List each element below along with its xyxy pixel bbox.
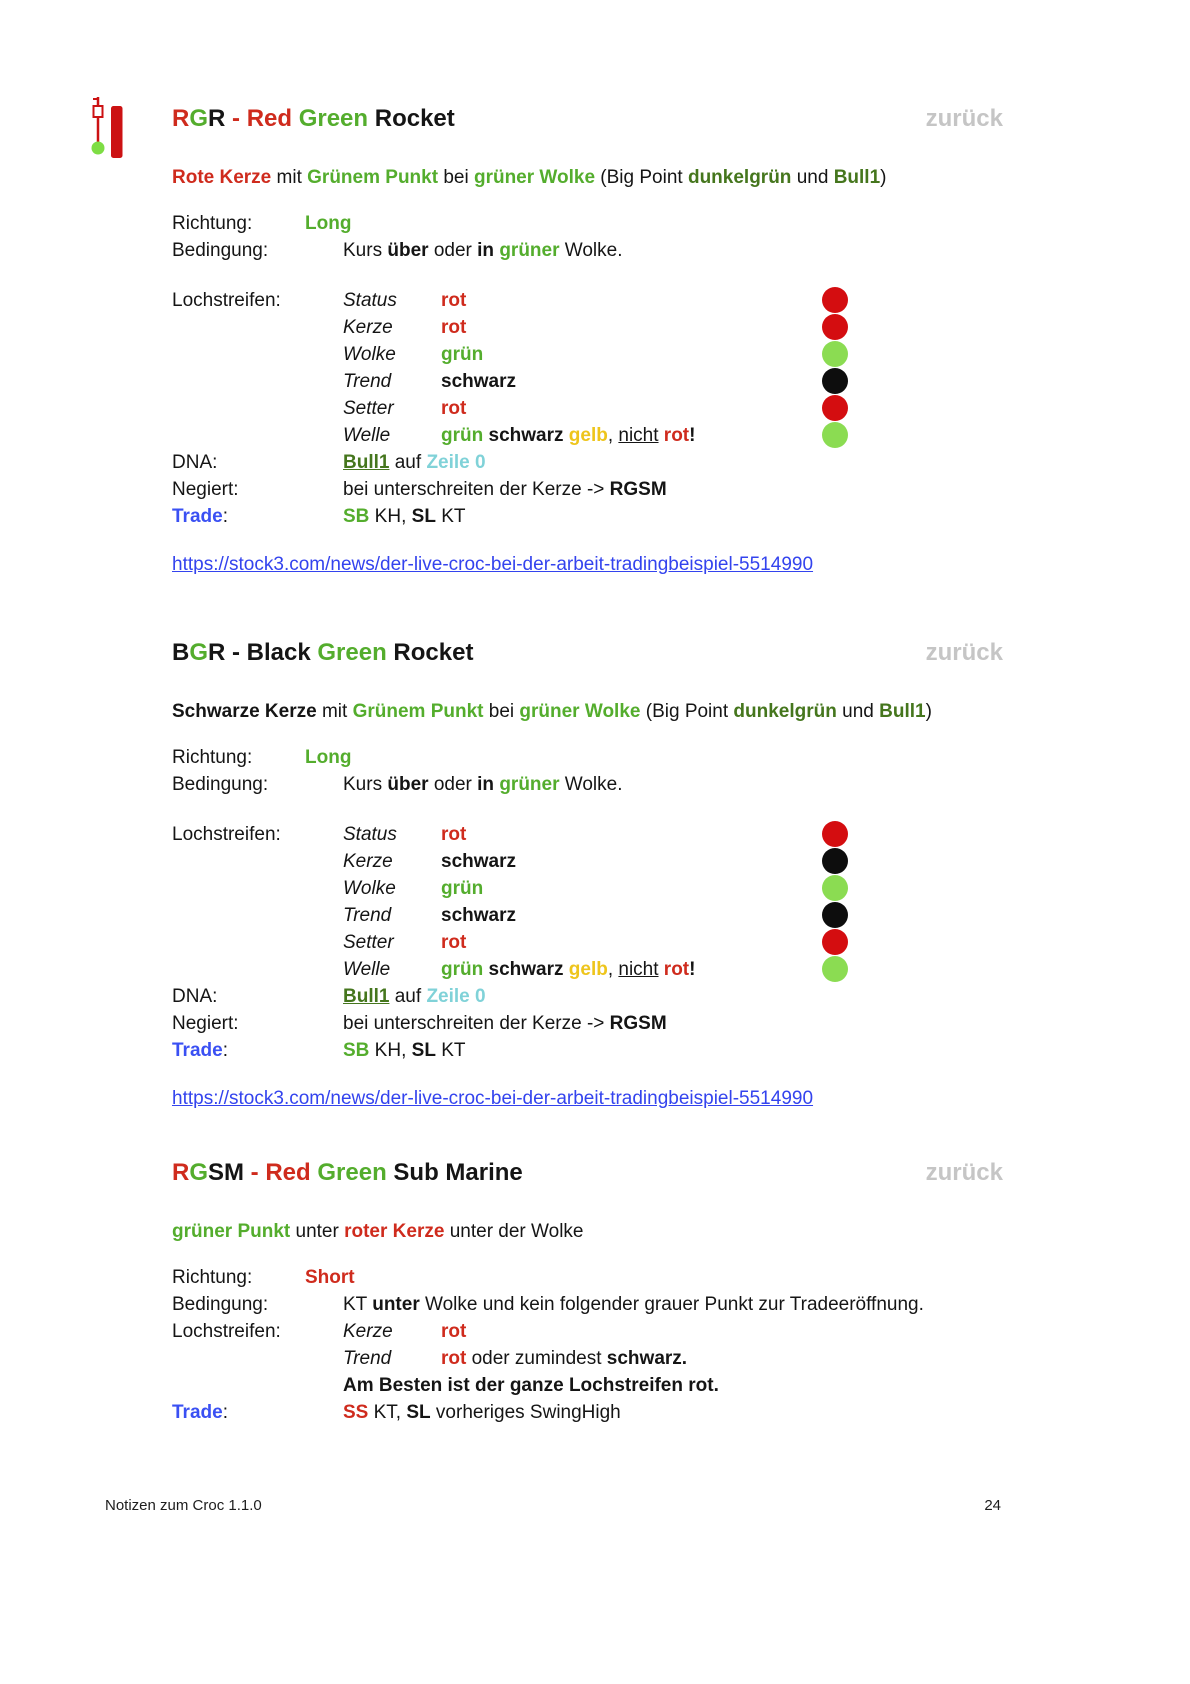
rgsm-rows bbox=[172, 1264, 1003, 1426]
loch-value: grün bbox=[441, 878, 484, 899]
text-part: SB bbox=[343, 1040, 370, 1061]
title-part: - Red bbox=[225, 105, 299, 132]
text-part: und bbox=[836, 701, 880, 722]
status-dot-red bbox=[822, 821, 848, 847]
loch-key: Kerze bbox=[343, 317, 393, 338]
lochstreifen-block bbox=[172, 287, 1003, 530]
lochstreifen-block bbox=[172, 821, 1003, 1064]
loch-key: Wolke bbox=[343, 878, 396, 899]
text-part: auf bbox=[389, 452, 427, 473]
richtung-label: Richtung: bbox=[172, 213, 253, 234]
description bbox=[172, 1218, 1003, 1245]
title-part: G bbox=[189, 105, 209, 132]
title-part: R bbox=[172, 1159, 190, 1186]
section-heading bbox=[172, 638, 1003, 668]
loch-key: Trend bbox=[343, 371, 392, 392]
loch-row-status bbox=[172, 821, 1003, 848]
loch-row-welle bbox=[172, 956, 1003, 983]
trade-value bbox=[343, 1399, 1003, 1426]
loch-value: rot bbox=[441, 290, 467, 311]
setter-dot-red bbox=[822, 395, 848, 421]
loch-row-status bbox=[172, 287, 1003, 314]
text-part: Trade bbox=[172, 506, 223, 527]
loch-value: rot bbox=[441, 824, 467, 845]
text-part: KT bbox=[435, 1040, 466, 1061]
richtung-row bbox=[172, 744, 1003, 771]
text-part: nicht bbox=[618, 959, 659, 980]
text-part: Bull1 bbox=[833, 167, 881, 188]
page-title-rgsm bbox=[172, 1158, 523, 1188]
text-part: Wolke und kein folgender grauer Punkt zur Tradeeröffnung. bbox=[419, 1294, 924, 1315]
text-part: dunkelgrün bbox=[733, 701, 837, 722]
negiert-value bbox=[343, 476, 1003, 503]
bedingung-value bbox=[343, 771, 1003, 798]
text-part: bei unterschreiten der Kerze -> bbox=[343, 1013, 610, 1034]
text-part: Kurs bbox=[343, 240, 388, 261]
stock3-article-link[interactable]: https://stock3.com/news/der-live-croc-bei-der-arbeit-tradingbeispiel-5514990 bbox=[172, 554, 814, 575]
text-part: , bbox=[607, 959, 619, 980]
title-part: Green bbox=[298, 105, 369, 132]
text-part: Trade bbox=[172, 1040, 223, 1061]
text-part: RGSM bbox=[609, 479, 667, 500]
text-part: Bull1 bbox=[343, 986, 390, 1007]
dna-value bbox=[343, 983, 1003, 1010]
back-link[interactable]: zurück bbox=[925, 105, 1003, 132]
description bbox=[172, 698, 1003, 725]
title-part: Sub Marine bbox=[386, 1159, 523, 1186]
page-number: 24 bbox=[984, 1497, 1001, 1514]
text-part: : bbox=[222, 1040, 228, 1061]
text-part: Trade bbox=[172, 1402, 223, 1423]
text-part: KT bbox=[435, 506, 466, 527]
welle-dot-green bbox=[822, 422, 848, 448]
document-content bbox=[172, 104, 1003, 1426]
negiert-row bbox=[172, 476, 1003, 503]
text-part: Wolke. bbox=[559, 774, 623, 795]
richtung-label: Richtung: bbox=[172, 747, 253, 768]
loch-value: schwarz bbox=[441, 905, 516, 926]
section-rgsm bbox=[172, 1158, 1003, 1426]
loch-key: Wolke bbox=[343, 344, 396, 365]
section-bgr bbox=[172, 638, 1003, 1112]
text-part: ! bbox=[689, 959, 696, 980]
loch-row-trend bbox=[172, 1345, 1003, 1372]
kerze-dot-red bbox=[822, 314, 848, 340]
link-row bbox=[172, 1085, 1003, 1112]
text-part: in bbox=[477, 774, 500, 795]
loch-value: rot bbox=[441, 1321, 467, 1342]
text-part: KT, bbox=[368, 1402, 407, 1423]
loch-key: Status bbox=[343, 290, 397, 311]
loch-key: Setter bbox=[343, 398, 394, 419]
text-part: schwarz bbox=[483, 425, 569, 446]
lochstreifen-label: Lochstreifen: bbox=[172, 1321, 281, 1342]
text-part: SB bbox=[343, 506, 370, 527]
negiert-label: Negiert: bbox=[172, 1013, 239, 1034]
title-part: Rocket bbox=[386, 639, 474, 666]
text-part: rot bbox=[658, 425, 690, 446]
title-part: SM bbox=[208, 1159, 245, 1186]
back-link[interactable]: zurück bbox=[925, 1159, 1003, 1186]
text-part: grün bbox=[441, 959, 484, 980]
loch-key: Trend bbox=[343, 905, 392, 926]
text-part: roter Kerze bbox=[344, 1221, 445, 1242]
loch-key: Trend bbox=[343, 1348, 392, 1369]
loch-value bbox=[441, 1345, 1003, 1372]
text-part: oder bbox=[428, 774, 478, 795]
text-part: Kurs bbox=[343, 774, 388, 795]
loch-value: grün bbox=[441, 344, 484, 365]
text-part: rot bbox=[658, 959, 690, 980]
loch-extra-note: Am Besten ist der ganze Lochstreifen rot. bbox=[343, 1375, 719, 1396]
loch-row-trend bbox=[172, 368, 1003, 395]
loch-row-wolke bbox=[172, 875, 1003, 902]
text-part: unter bbox=[372, 1294, 420, 1315]
text-part: (Big Point bbox=[595, 167, 688, 188]
text-part: Zeile 0 bbox=[426, 452, 486, 473]
richtung-row bbox=[172, 1264, 1003, 1291]
text-part: oder bbox=[428, 240, 478, 261]
dna-value bbox=[343, 449, 1003, 476]
text-part: ! bbox=[689, 425, 696, 446]
setter-dot-red bbox=[822, 929, 848, 955]
negiert-value bbox=[343, 1010, 1003, 1037]
text-part: über bbox=[387, 774, 429, 795]
negiert-row bbox=[172, 1010, 1003, 1037]
text-part: Grünem Punkt bbox=[352, 701, 484, 722]
page-footer bbox=[105, 1497, 1001, 1514]
bedingung-row bbox=[172, 1291, 1003, 1318]
loch-value: schwarz bbox=[441, 851, 516, 872]
text-part: rot bbox=[441, 1348, 467, 1369]
trade-label bbox=[172, 503, 343, 530]
dna-label: DNA: bbox=[172, 452, 218, 473]
richtung-value: Long bbox=[305, 213, 352, 234]
title-part: R bbox=[172, 105, 190, 132]
loch-row-welle bbox=[172, 422, 1003, 449]
loch-key: Kerze bbox=[343, 1321, 393, 1342]
loch-row-setter bbox=[172, 395, 1003, 422]
text-part: , bbox=[607, 425, 619, 446]
bedingung-label: Bedingung: bbox=[172, 774, 269, 795]
text-part: unter der Wolke bbox=[444, 1221, 584, 1242]
loch-key: Kerze bbox=[343, 851, 393, 872]
text-part: mit bbox=[271, 167, 308, 188]
trade-row bbox=[172, 1037, 1003, 1064]
text-part: unter bbox=[290, 1221, 345, 1242]
text-part: schwarz. bbox=[606, 1348, 688, 1369]
loch-row-setter bbox=[172, 929, 1003, 956]
text-part: Bull1 bbox=[343, 452, 390, 473]
bedingung-value bbox=[343, 237, 1003, 264]
title-part: R bbox=[208, 105, 226, 132]
dna-label: DNA: bbox=[172, 986, 218, 1007]
loch-key: Status bbox=[343, 824, 397, 845]
text-part: bei unterschreiten der Kerze -> bbox=[343, 479, 610, 500]
bedingung-label: Bedingung: bbox=[172, 240, 269, 261]
text-part: grüner Wolke bbox=[519, 701, 641, 722]
loch-row-kerze bbox=[172, 314, 1003, 341]
trade-label bbox=[172, 1037, 343, 1064]
text-part: SL bbox=[411, 506, 436, 527]
loch-value bbox=[441, 956, 1003, 983]
trade-row bbox=[172, 1399, 1003, 1426]
direction-condition-block bbox=[172, 744, 1003, 798]
text-part: vorheriges SwingHigh bbox=[430, 1402, 621, 1423]
text-part: gelb bbox=[568, 425, 608, 446]
text-part: : bbox=[222, 506, 228, 527]
text-part: Rote Kerze bbox=[172, 167, 272, 188]
lochstreifen-label: Lochstreifen: bbox=[172, 290, 281, 311]
title-part: - Red bbox=[244, 1159, 318, 1186]
trade-label bbox=[172, 1399, 343, 1426]
richtung-row bbox=[172, 210, 1003, 237]
negiert-label: Negiert: bbox=[172, 479, 239, 500]
richtung-value: Short bbox=[305, 1267, 355, 1288]
loch-value: rot bbox=[441, 317, 467, 338]
text-part: grüner bbox=[499, 240, 560, 261]
text-part: nicht bbox=[618, 425, 659, 446]
status-dot-red bbox=[822, 287, 848, 313]
trend-dot-black bbox=[822, 902, 848, 928]
text-part: und bbox=[791, 167, 834, 188]
text-part: gelb bbox=[568, 959, 608, 980]
richtung-value: Long bbox=[305, 747, 352, 768]
text-part: (Big Point bbox=[640, 701, 734, 722]
text-part: schwarz bbox=[483, 959, 569, 980]
loch-row-extra bbox=[172, 1372, 1003, 1399]
dna-row bbox=[172, 449, 1003, 476]
green-dot-icon bbox=[92, 142, 105, 155]
trade-row bbox=[172, 503, 1003, 530]
croc-candlestick-logo bbox=[88, 96, 132, 162]
page-title-rgr bbox=[172, 104, 455, 134]
loch-key: Welle bbox=[343, 425, 391, 446]
loch-value: schwarz bbox=[441, 371, 516, 392]
wolke-dot-green bbox=[822, 341, 848, 367]
text-part: Grünem Punkt bbox=[307, 167, 439, 188]
loch-row-wolke bbox=[172, 341, 1003, 368]
page-title-bgr bbox=[172, 638, 473, 668]
title-part: R - Black bbox=[208, 639, 318, 666]
text-part: RGSM bbox=[609, 1013, 667, 1034]
title-part: G bbox=[189, 1159, 209, 1186]
loch-row-kerze bbox=[172, 848, 1003, 875]
text-part: SL bbox=[406, 1402, 431, 1423]
bedingung-row bbox=[172, 771, 1003, 798]
bedingung-value bbox=[343, 1291, 1003, 1318]
loch-row-trend bbox=[172, 902, 1003, 929]
trend-dot-black bbox=[822, 368, 848, 394]
text-part: über bbox=[387, 240, 429, 261]
dna-row bbox=[172, 983, 1003, 1010]
title-part: G bbox=[189, 639, 209, 666]
loch-key: Welle bbox=[343, 959, 391, 980]
richtung-label: Richtung: bbox=[172, 1267, 253, 1288]
title-part: Green bbox=[317, 639, 387, 666]
footer-document-title: Notizen zum Croc 1.1.0 bbox=[105, 1497, 262, 1514]
kerze-dot-black bbox=[822, 848, 848, 874]
text-part: grüner Punkt bbox=[172, 1221, 291, 1242]
loch-value: rot bbox=[441, 932, 467, 953]
trade-value bbox=[343, 1037, 1003, 1064]
text-part: bei bbox=[483, 701, 520, 722]
text-part: Bull1 bbox=[879, 701, 926, 722]
text-part: KT bbox=[343, 1294, 373, 1315]
text-part: bei bbox=[438, 167, 474, 188]
loch-key: Setter bbox=[343, 932, 394, 953]
text-part: auf bbox=[389, 986, 427, 1007]
text-part: grüner bbox=[499, 774, 560, 795]
link-row bbox=[172, 551, 1003, 578]
text-part: oder zumindest bbox=[466, 1348, 607, 1369]
wolke-dot-green bbox=[822, 875, 848, 901]
text-part: Schwarze Kerze bbox=[172, 701, 317, 722]
title-part: B bbox=[172, 639, 190, 666]
loch-row-kerze bbox=[172, 1318, 1003, 1345]
welle-dot-green bbox=[822, 956, 848, 982]
text-part: grün bbox=[441, 425, 484, 446]
stock3-article-link[interactable]: https://stock3.com/news/der-live-croc-bei-der-arbeit-tradingbeispiel-5514990 bbox=[172, 1088, 814, 1109]
section-heading bbox=[172, 104, 1003, 134]
text-part: Wolke. bbox=[559, 240, 623, 261]
back-link[interactable]: zurück bbox=[925, 639, 1003, 666]
section-rgr bbox=[172, 104, 1003, 578]
red-candle-icon bbox=[111, 106, 123, 158]
lochstreifen-label: Lochstreifen: bbox=[172, 824, 281, 845]
text-part: grüner Wolke bbox=[473, 167, 596, 188]
text-part: Zeile 0 bbox=[426, 986, 486, 1007]
direction-condition-block bbox=[172, 210, 1003, 264]
bedingung-label: Bedingung: bbox=[172, 1294, 269, 1315]
bedingung-row bbox=[172, 237, 1003, 264]
title-part: Rocket bbox=[368, 105, 455, 132]
text-part: SL bbox=[411, 1040, 436, 1061]
text-part: ) bbox=[925, 701, 932, 722]
text-part: KH, bbox=[369, 1040, 412, 1061]
text-part: dunkelgrün bbox=[687, 167, 792, 188]
text-part: ) bbox=[880, 167, 887, 188]
text-part: in bbox=[477, 240, 500, 261]
loch-value bbox=[441, 422, 1003, 449]
loch-value: rot bbox=[441, 398, 467, 419]
description bbox=[172, 164, 1003, 191]
text-part: : bbox=[222, 1402, 228, 1423]
section-heading bbox=[172, 1158, 1003, 1188]
text-part: mit bbox=[316, 701, 353, 722]
text-part: KH, bbox=[369, 506, 412, 527]
trade-value bbox=[343, 503, 1003, 530]
text-part: SS bbox=[343, 1402, 369, 1423]
title-part: Green bbox=[317, 1159, 387, 1186]
